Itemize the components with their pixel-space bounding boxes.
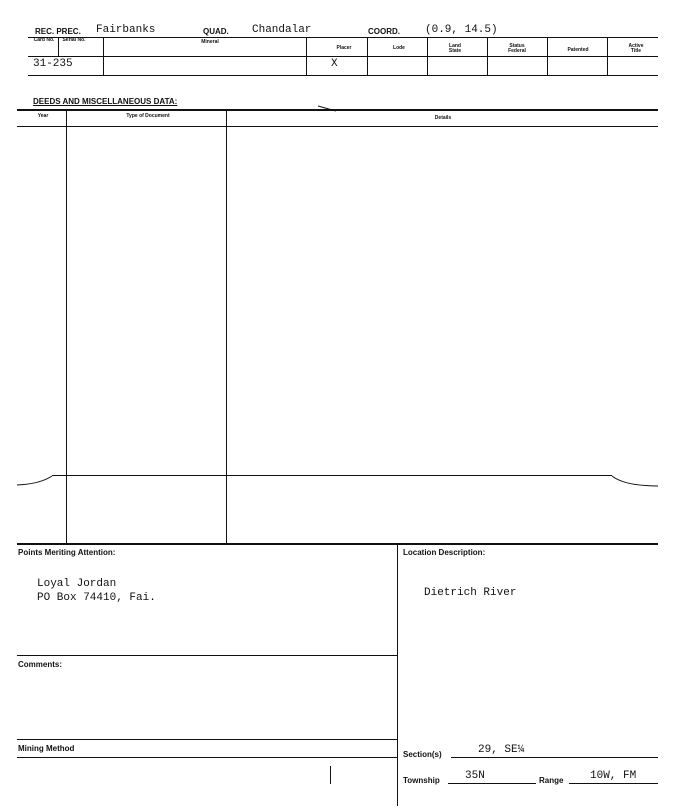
tick-mark [330,766,331,784]
col-active-title: Active Title [628,43,644,54]
township-underline [448,783,536,784]
mining-method-label: Mining Method [18,744,75,753]
points-label: Points Meriting Attention: [18,548,116,557]
deeds-section-title: DEEDS AND MISCELLANEOUS DATA: [33,97,178,106]
comments-top-rule [17,655,397,656]
col-patented: Patented [567,47,589,53]
mining-method-rule [17,757,397,758]
deeds-col-details: Details [434,115,452,121]
sections-label: Section(s) [403,750,442,759]
col-serial-no: Serial No. [62,37,86,43]
points-line-2: PO Box 74410, Fai. [37,592,156,604]
col-card-no: Card No. [33,37,55,43]
col-land-state: Land State [448,43,462,54]
deeds-col-type: Type of Document [126,113,170,119]
sections-value: 29, SE¼ [478,744,525,756]
deeds-bottom-rule [17,543,658,545]
placer-mark: X [331,58,338,70]
range-value: 10W, FM [590,770,637,782]
card-number-value: 31-235 [33,58,73,70]
bottom-center-divider [397,543,398,806]
coord-value: (0.9, 14.5) [425,24,498,36]
deeds-col-year: Year [37,113,49,119]
range-label: Range [539,776,564,785]
quad-label: QUAD. [203,27,229,36]
col-mineral: Mineral [201,39,219,45]
range-underline [569,783,658,784]
col-placer: Placer [336,45,352,51]
quad-value: Chandalar [252,24,312,36]
col-lode: Lode [393,45,405,51]
location-label: Location Description: [403,548,486,557]
mining-top-rule [17,739,397,740]
comments-label: Comments: [18,660,63,669]
sections-underline [451,757,658,758]
coord-label: COORD. [368,27,400,36]
points-line-1: Loyal Jordan [37,578,117,590]
col-status-federal: Status Federal [508,43,526,54]
township-value: 35N [465,770,485,782]
rec-prec-value: Fairbanks [96,24,156,36]
rec-prec-label: REC. PREC. [35,27,81,36]
location-value: Dietrich River [424,587,517,599]
township-label: Township [403,776,440,785]
